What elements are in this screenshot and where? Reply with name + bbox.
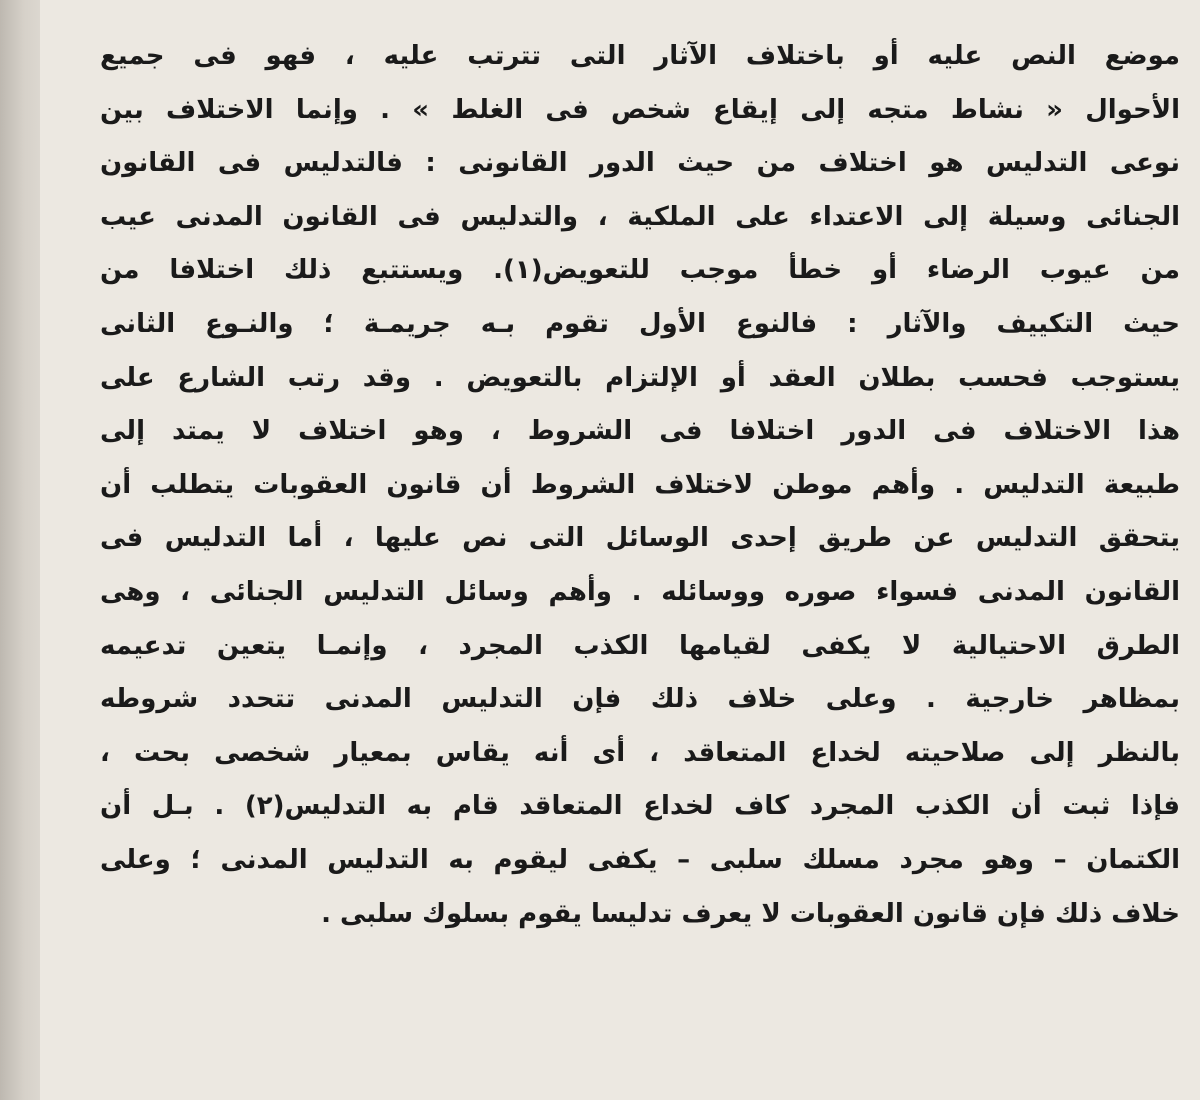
- text-line-8: هذا الاختلاف فى الدور اختلافا فى الشروط ، وهو اختلاف لا يمتد إلى: [100, 416, 1180, 447]
- text-line-4: الجنائى وسيلة إلى الاعتداء على الملكية ، والتدليس فى القانون المدنى عيب: [100, 201, 1180, 232]
- text-line-13: بمظاهر خارجية . وعلى خلاف ذلك فإن التدليس المدنى تتحدد شروطه: [100, 684, 1180, 715]
- text-line-5: من عيوب الرضاء أو خطأ موجب للتعويض(١). ويستتبع ذلك اختلافا من: [100, 255, 1180, 286]
- text-line-6: حيث التكييف والآثار : فالنوع الأول تقوم بـه جريمـة ؛ والنـوع الثانى: [100, 308, 1180, 339]
- text-line-1: موضع النص عليه أو باختلاف الآثار التى تترتب عليه ، فهو فى جميع: [100, 41, 1180, 71]
- text-line-10: يتحقق التدليس عن طريق إحدى الوسائل التى نص عليها ، أما التدليس فى: [100, 523, 1180, 554]
- book-page: [40, 0, 1200, 1100]
- text-line-15: فإذا ثبت أن الكذب المجرد كاف لخداع المتعاقد قام به التدليس(٢) . بـل أن: [100, 791, 1180, 822]
- text-line-12: الطرق الاحتيالية لا يكفى لقيامها الكذب المجرد ، وإنمـا يتعين تدعيمه: [100, 630, 1180, 661]
- text-line-16: الكتمان – وهو مجرد مسلك سلبى – يكفى ليقوم به التدليس المدنى ؛ وعلى: [100, 844, 1180, 875]
- text-line-11: القانون المدنى فسواء صوره ووسائله . وأهم وسائل التدليس الجنائى ، وهى: [100, 576, 1180, 607]
- text-line-14: بالنظر إلى صلاحيته لخداع المتعاقد ، أى أنه يقاس بمعيار شخصى بحت ،: [100, 737, 1180, 768]
- text-line-3: نوعى التدليس هو اختلاف من حيث الدور القانونى : فالتدليس فى القانون: [100, 148, 1180, 179]
- arabic-text-block: [100, 30, 1180, 941]
- text-line-9: طبيعة التدليس . وأهم موطن لاختلاف الشروط أن قانون العقوبات يتطلب أن: [100, 469, 1180, 500]
- text-line-7: يستوجب فحسب بطلان العقد أو الإلتزام بالتعويض . وقد رتب الشارع على: [100, 362, 1180, 393]
- text-line-17: خلاف ذلك فإن قانون العقوبات لا يعرف تدليسا يقوم بسلوك سلبى .: [321, 898, 1180, 929]
- text-line-2: الأحوال « نشاط متجه إلى إيقاع شخص فى الغلط » . وإنما الاختلاف بين: [100, 94, 1180, 125]
